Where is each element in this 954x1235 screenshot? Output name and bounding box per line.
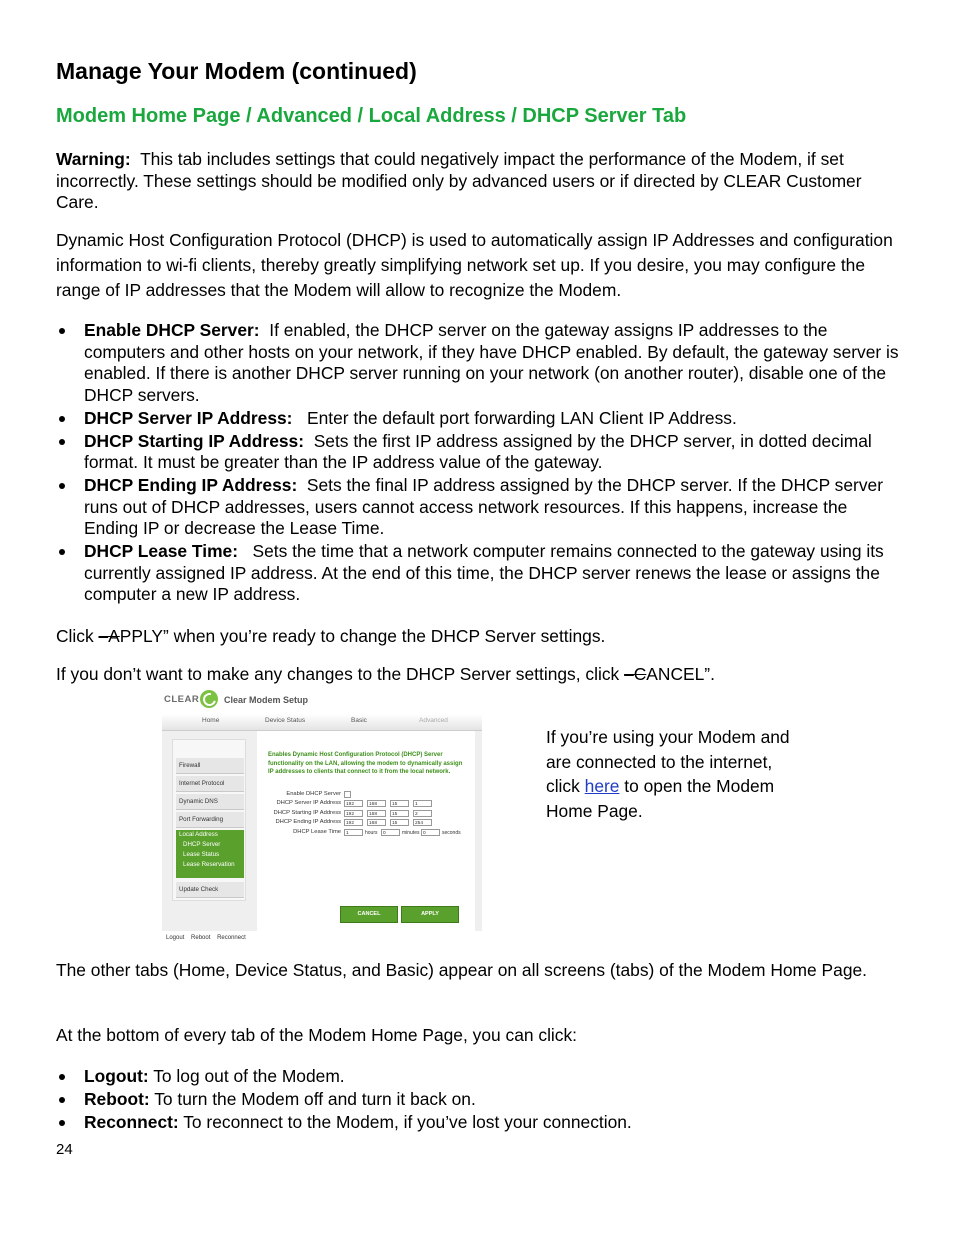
section-heading: Modem Home Page / Advanced / Local Address / DHCP Server Tab bbox=[56, 105, 687, 127]
top-nav bbox=[162, 714, 482, 731]
screenshot-footer: Logout Reboot Reconnect bbox=[166, 935, 246, 941]
modem-home-link[interactable]: here bbox=[584, 776, 620, 796]
list-item: DHCP Starting IP Address: Sets the first IP address assigned by the DHCP server, in dotted decimal format. It must be greater than the IP address value of the gateway. bbox=[56, 431, 906, 474]
tab-basic: Basic bbox=[351, 717, 367, 724]
screenshot-sidebar bbox=[172, 739, 246, 901]
start-ip-label: DHCP Starting IP Address bbox=[273, 810, 341, 816]
tab-advanced: Advanced bbox=[419, 717, 448, 724]
apply-instruction: Click –APPLY” when you’re ready to change the DHCP Server settings. bbox=[56, 626, 606, 646]
sidebar-item-dynamic-dns: Dynamic DNS bbox=[176, 794, 244, 810]
sidebar-item-internet-protocol: Internet Protocol bbox=[176, 776, 244, 792]
list-item: Enable DHCP Server: If enabled, the DHCP server on the gateway assigns IP addresses to the computers and other hosts on your network, if they have DHCP enabled. By default, the gateway server is enabled. If there is another DHCP server running on your network (on another router), disable one of the DHCP servers. bbox=[56, 320, 906, 406]
apply-button: APPLY bbox=[401, 906, 459, 923]
end-ip-label: DHCP Ending IP Address bbox=[275, 819, 341, 825]
bottom-links-list bbox=[56, 1066, 906, 1135]
clear-logo-text: CLEAR bbox=[164, 694, 200, 705]
page-heading: Manage Your Modem (continued) bbox=[56, 58, 417, 84]
cancel-button: CANCEL bbox=[340, 906, 398, 923]
bottom-intro: At the bottom of every tab of the Modem Home Page, you can click: bbox=[56, 1025, 578, 1045]
modem-link-note: If you’re using your Modem and are connected to the internet, click here to open the Modem Home Page. bbox=[546, 727, 790, 821]
warning-text: This tab includes settings that could negatively impact the performance of the Modem, if set incorrectly. These settings should be modified only by advanced users or if directed by CLEAR Customer Care. bbox=[56, 149, 862, 212]
sidebar-item-update-check: Update Check bbox=[176, 882, 244, 898]
clear-logo-icon bbox=[200, 690, 218, 708]
screenshot-body bbox=[162, 731, 482, 931]
other-tabs-paragraph: The other tabs (Home, Device Status, and Basic) appear on all screens (tabs) of the Modem Home Page. bbox=[56, 960, 867, 980]
sidebar-item-firewall: Firewall bbox=[176, 758, 244, 774]
warning-paragraph bbox=[56, 149, 906, 214]
modem-setup-screenshot bbox=[162, 690, 482, 941]
lease-time-label: DHCP Lease Time bbox=[293, 829, 341, 835]
warning-label: Warning: bbox=[56, 149, 131, 169]
list-item: Reboot: To turn the Modem off and turn it back on. bbox=[56, 1089, 906, 1111]
setup-title: Clear Modem Setup bbox=[224, 695, 309, 705]
tab-home: Home bbox=[202, 717, 220, 724]
list-item: DHCP Lease Time: Sets the time that a network computer remains connected to the gateway using its currently assigned IP address. At the end of this time, the DHCP server renews the lease or assigns the computer a new IP address. bbox=[56, 541, 906, 606]
list-item: Logout: To log out of the Modem. bbox=[56, 1066, 906, 1088]
dhcp-panel: Enables Dynamic Host Configuration Protocol (DHCP) Server functionality on the LAN, allowing the modem to dynamically assign IP addresses to clients that connect to it from the local network. Enable DHCP Server DHCP Server IP Address 192 168 15 1 DHCP Starting IP Address 192 168 15 2 DHCP Ending IP Address 192 168 15 254 DHCP Lease Time 1 hours 0 minutes 0 seconds CANCEL APPLY bbox=[257, 731, 475, 931]
tab-device-status: Device Status bbox=[265, 717, 306, 724]
sidebar-item-port-forwarding: Port Forwarding bbox=[176, 812, 244, 828]
list-item: Reconnect: To reconnect to the Modem, if you’ve lost your connection. bbox=[56, 1112, 906, 1134]
intro-paragraph: Dynamic Host Configuration Protocol (DHCP) is used to automatically assign IP Addresses and configuration information to wi-fi clients, thereby greatly simplifying network set up. If you desire, you may configure the range of IP addresses that the Modem will allow to recognize the Modem. bbox=[56, 230, 893, 300]
cancel-instruction: If you don’t want to make any changes to the DHCP Server settings, click –CANCEL”. bbox=[56, 664, 715, 684]
list-item: DHCP Ending IP Address: Sets the final IP address assigned by the DHCP server. If the DHCP server runs out of DHCP addresses, users cannot access network resources. If this happens, increase the Ending IP or decrease the Lease Time. bbox=[56, 475, 906, 540]
server-ip-label: DHCP Server IP Address bbox=[276, 800, 341, 806]
page-number: 24 bbox=[56, 1141, 73, 1158]
enable-dhcp-label: Enable DHCP Server bbox=[286, 791, 341, 797]
panel-intro: Enables Dynamic Host Configuration Protocol (DHCP) Server functionality on the LAN, allowing the modem to dynamically assign IP addresses to clients that connect to it from the local network. bbox=[268, 752, 463, 775]
sidebar-item-local-address: Local Address DHCP Server Lease Status Lease Reservation bbox=[176, 830, 244, 878]
list-item: DHCP Server IP Address: Enter the default port forwarding LAN Client IP Address. bbox=[56, 408, 906, 430]
dhcp-field-list bbox=[56, 320, 906, 607]
enable-dhcp-checkbox bbox=[344, 791, 351, 798]
